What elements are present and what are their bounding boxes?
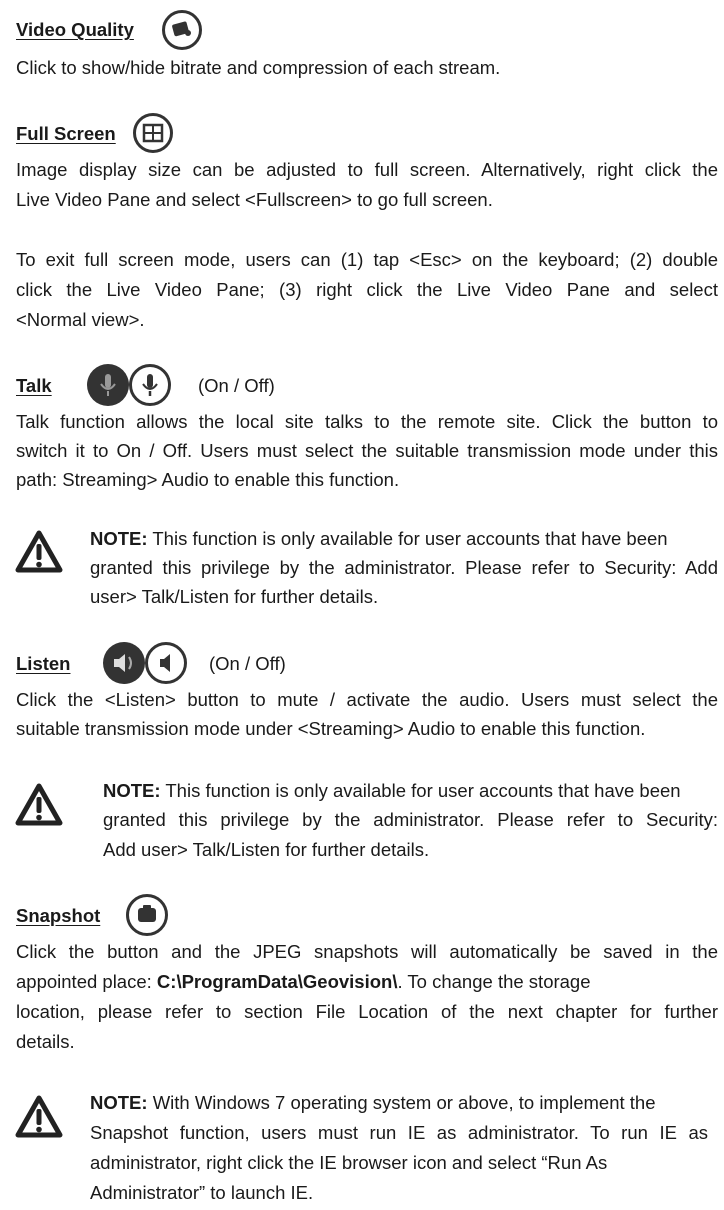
snapshot-text-2 — [16, 971, 718, 993]
snapshot-text-2-post: . To change the storage — [397, 971, 591, 992]
speaker-icon — [145, 642, 187, 684]
listen-note-line-3: Add user> Talk/Listen for further details. — [103, 839, 430, 860]
note-text: This function is only available for user accounts that have been — [147, 528, 668, 549]
talk-toggle-label: (On / Off) — [198, 375, 275, 396]
listen-note-line-1 — [103, 780, 718, 802]
listen-heading: Listen — [16, 653, 71, 674]
camera-icon — [126, 894, 168, 936]
talk-text-3: path: Streaming> Audio to enable this function. — [16, 469, 400, 490]
note-label: NOTE: — [90, 1092, 148, 1113]
exit-full-screen-text-1: To exit full screen mode, users can (1) tap <Esc> on the keyboard; (2) double — [16, 249, 718, 270]
talk-on-icon — [87, 364, 129, 406]
full-screen-text-1: Image display size can be adjusted to full screen. Alternatively, right click the — [16, 159, 718, 180]
listen-text-1: Click the <Listen> button to mute / activate the audio. Users must select the — [16, 689, 718, 710]
snapshot-heading: Snapshot — [16, 905, 101, 926]
talk-note-line-3: user> Talk/Listen for further details. — [90, 586, 379, 607]
video-quality-heading: Video Quality — [16, 19, 134, 40]
listen-note-line-2: granted this privilege by the administrator. Please refer to Security: — [103, 809, 718, 830]
snapshot-note-line-3: administrator, right click the IE browser icon and select “Run As — [90, 1152, 608, 1173]
snapshot-text-2-pre: appointed place: — [16, 971, 157, 992]
snapshot-note-line-2: Snapshot function, users must run IE as administrator. To run IE as — [90, 1122, 708, 1143]
snapshot-note-line-4: Administrator” to launch IE. — [90, 1182, 314, 1203]
talk-note-line-1 — [90, 528, 718, 550]
talk-heading: Talk — [16, 375, 52, 396]
listen-on-icon — [103, 642, 145, 684]
exit-full-screen-text-2: click the Live Video Pane; (3) right click the Live Video Pane and select — [16, 279, 718, 300]
snapshot-text-4: details. — [16, 1031, 75, 1052]
snapshot-text-3: location, please refer to section File Location of the next chapter for further — [16, 1001, 718, 1022]
warning-icon — [14, 782, 64, 828]
video-quality-icon — [162, 10, 202, 50]
video-quality-description: Click to show/hide bitrate and compression of each stream. — [16, 57, 501, 78]
listen-text-2: suitable transmission mode under <Streaming> Audio to enable this function. — [16, 718, 646, 739]
snapshot-note-line-1 — [90, 1092, 708, 1114]
talk-note-line-2: granted this privilege by the administrator. Please refer to Security: Add — [90, 557, 718, 578]
note-text: With Windows 7 operating system or above, to implement the — [147, 1092, 656, 1113]
exit-full-screen-text-3: <Normal view>. — [16, 309, 145, 330]
talk-text-2: switch it to On / Off. Users must select the suitable transmission mode under this — [16, 440, 718, 461]
warning-icon — [14, 1094, 64, 1140]
snapshot-text-1: Click the button and the JPEG snapshots will automatically be saved in the — [16, 941, 718, 962]
full-screen-text-2: Live Video Pane and select <Fullscreen> to go full screen. — [16, 189, 493, 210]
listen-toggle-label: (On / Off) — [209, 653, 286, 674]
note-text: This function is only available for user accounts that have been — [160, 780, 681, 801]
note-label: NOTE: — [103, 780, 161, 801]
warning-icon — [14, 529, 64, 575]
snapshot-path: C:\ProgramData\Geovision\ — [156, 971, 398, 992]
note-label: NOTE: — [90, 528, 148, 549]
talk-text-1: Talk function allows the local site talks to the remote site. Click the button to — [16, 411, 718, 432]
full-screen-icon — [133, 113, 173, 153]
full-screen-heading: Full Screen — [16, 123, 116, 144]
microphone-icon — [129, 364, 171, 406]
